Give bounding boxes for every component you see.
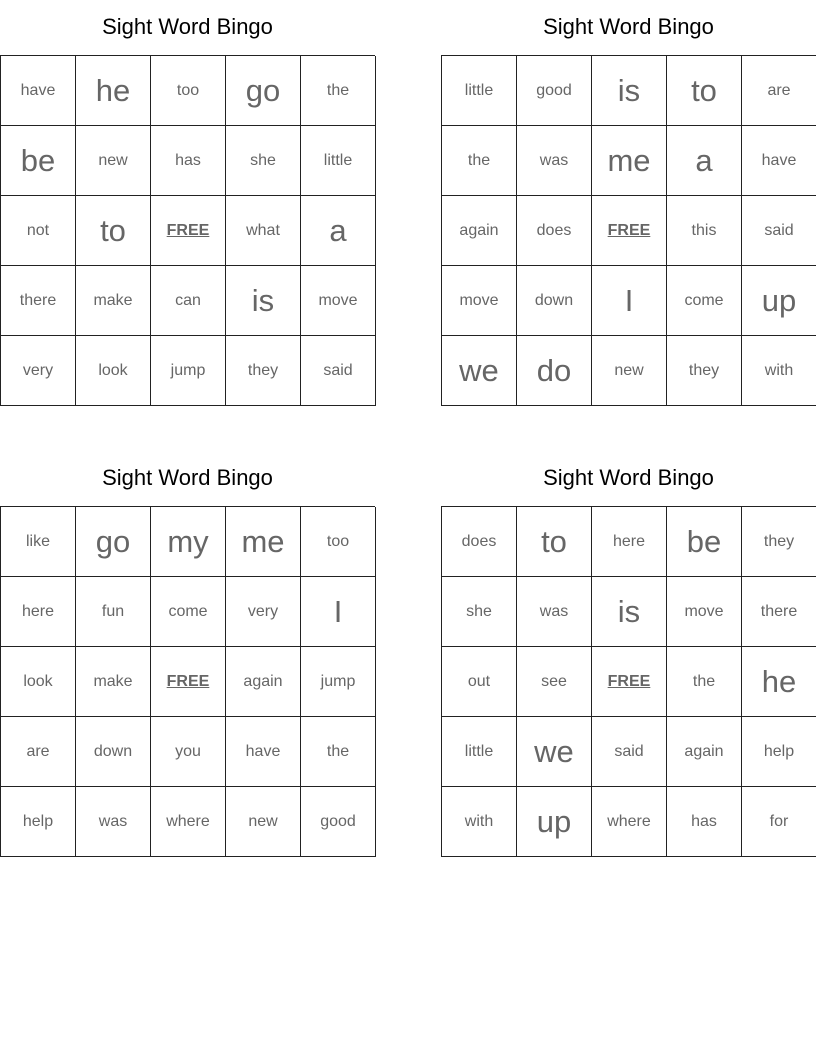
bingo-cell: is: [592, 577, 667, 647]
bingo-cell: not: [1, 196, 76, 266]
bingo-cell: move: [667, 577, 742, 647]
bingo-cell: to: [667, 56, 742, 126]
bingo-cell: a: [667, 126, 742, 196]
bingo-cell: the: [301, 717, 376, 787]
bingo-cell: do: [517, 336, 592, 406]
bingo-grid: [441, 55, 816, 406]
bingo-cell: she: [442, 577, 517, 647]
bingo-cell: my: [151, 507, 226, 577]
bingo-cell: fun: [76, 577, 151, 647]
bingo-cell: good: [517, 56, 592, 126]
bingo-cell: has: [667, 787, 742, 857]
bingo-cell: out: [442, 647, 517, 717]
bingo-cell: are: [1, 717, 76, 787]
free-space: FREE: [151, 647, 226, 717]
bingo-cell: with: [742, 336, 816, 406]
bingo-cell: to: [76, 196, 151, 266]
bingo-cell: here: [1, 577, 76, 647]
bingo-cell: move: [301, 266, 376, 336]
bingo-cell: there: [1, 266, 76, 336]
bingo-cell: is: [592, 56, 667, 126]
bingo-card: [441, 8, 816, 388]
bingo-cell: new: [592, 336, 667, 406]
bingo-cell: come: [667, 266, 742, 336]
bingo-cell: was: [517, 126, 592, 196]
free-space: FREE: [592, 647, 667, 717]
bingo-cell: help: [1, 787, 76, 857]
bingo-cell: good: [301, 787, 376, 857]
bingo-cell: look: [76, 336, 151, 406]
bingo-cell: have: [1, 56, 76, 126]
bingo-cell: new: [226, 787, 301, 857]
card-title: Sight Word Bingo: [102, 14, 273, 39]
bingo-cell: there: [742, 577, 816, 647]
bingo-cell: we: [517, 717, 592, 787]
bingo-cell: with: [442, 787, 517, 857]
bingo-cell: again: [226, 647, 301, 717]
bingo-cell: little: [301, 126, 376, 196]
bingo-cell: has: [151, 126, 226, 196]
bingo-cell: where: [592, 787, 667, 857]
bingo-cell: they: [226, 336, 301, 406]
bingo-grid: [0, 55, 375, 406]
bingo-cell: like: [1, 507, 76, 577]
bingo-cell: they: [742, 507, 816, 577]
bingo-cell: I: [301, 577, 376, 647]
bingo-cell: does: [517, 196, 592, 266]
bingo-card: [0, 8, 375, 379]
bingo-cell: are: [742, 56, 816, 126]
bingo-cell: be: [1, 126, 76, 196]
bingo-cell: said: [592, 717, 667, 787]
bingo-cell: come: [151, 577, 226, 647]
bingo-cell: can: [151, 266, 226, 336]
bingo-cell: too: [151, 56, 226, 126]
bingo-cell: go: [76, 507, 151, 577]
bingo-cell: make: [76, 266, 151, 336]
bingo-cell: the: [442, 126, 517, 196]
bingo-cell: he: [76, 56, 151, 126]
free-space: FREE: [592, 196, 667, 266]
bingo-cell: see: [517, 647, 592, 717]
bingo-cell: little: [442, 56, 517, 126]
bingo-cell: too: [301, 507, 376, 577]
bingo-cell: jump: [301, 647, 376, 717]
bingo-cell: you: [151, 717, 226, 787]
bingo-cell: help: [742, 717, 816, 787]
bingo-cell: again: [667, 717, 742, 787]
bingo-cell: down: [76, 717, 151, 787]
bingo-cell: where: [151, 787, 226, 857]
bingo-cell: make: [76, 647, 151, 717]
bingo-cell: new: [76, 126, 151, 196]
bingo-cell: have: [742, 126, 816, 196]
bingo-cell: he: [742, 647, 816, 717]
bingo-cell: jump: [151, 336, 226, 406]
bingo-cell: she: [226, 126, 301, 196]
bingo-cell: the: [301, 56, 376, 126]
bingo-grid: [441, 506, 816, 857]
card-title: Sight Word Bingo: [543, 465, 714, 490]
bingo-card: [0, 459, 375, 830]
bingo-cell: little: [442, 717, 517, 787]
bingo-cell: what: [226, 196, 301, 266]
bingo-cell: up: [742, 266, 816, 336]
bingo-cell: be: [667, 507, 742, 577]
bingo-cell: is: [226, 266, 301, 336]
bingo-cell: said: [742, 196, 816, 266]
bingo-cell: look: [1, 647, 76, 717]
bingo-cell: me: [592, 126, 667, 196]
bingo-card: [441, 459, 816, 839]
bingo-cell: very: [1, 336, 76, 406]
bingo-cell: a: [301, 196, 376, 266]
bingo-cell: I: [592, 266, 667, 336]
bingo-cell: move: [442, 266, 517, 336]
card-title: Sight Word Bingo: [102, 465, 273, 490]
bingo-cell: was: [517, 577, 592, 647]
free-space: FREE: [151, 196, 226, 266]
bingo-cell: the: [667, 647, 742, 717]
bingo-grid: [0, 506, 375, 857]
card-title: Sight Word Bingo: [543, 14, 714, 39]
bingo-cell: me: [226, 507, 301, 577]
bingo-cell: we: [442, 336, 517, 406]
bingo-cell: said: [301, 336, 376, 406]
bingo-cell: down: [517, 266, 592, 336]
bingo-cell: go: [226, 56, 301, 126]
bingo-cell: again: [442, 196, 517, 266]
bingo-cell: very: [226, 577, 301, 647]
bingo-cell: for: [742, 787, 816, 857]
bingo-cell: they: [667, 336, 742, 406]
bingo-cell: was: [76, 787, 151, 857]
bingo-cell: does: [442, 507, 517, 577]
bingo-cell: this: [667, 196, 742, 266]
bingo-cell: to: [517, 507, 592, 577]
bingo-cell: here: [592, 507, 667, 577]
bingo-cell: have: [226, 717, 301, 787]
bingo-cell: up: [517, 787, 592, 857]
